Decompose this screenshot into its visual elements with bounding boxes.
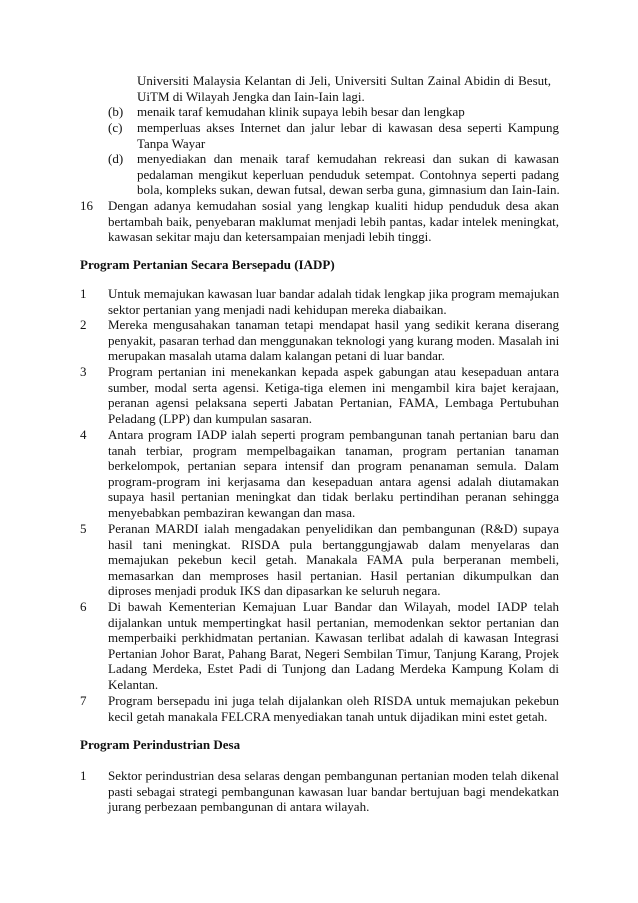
item-number: 5 bbox=[80, 521, 87, 536]
paragraph-line: menyebabkan pembaziran kewangan dan masa. bbox=[108, 504, 356, 520]
sub-item-text bbox=[137, 120, 559, 151]
paragraph-line: merupakan masalah utama dalam kalangan petani di luar bandar. bbox=[108, 348, 445, 364]
item-number: 1 bbox=[80, 286, 87, 301]
paragraph-line: Untuk memajukan kawasan luar bandar adalah tidak lengkap jika program memajukan bbox=[108, 286, 560, 301]
item-text bbox=[108, 198, 559, 245]
paragraph-line: memperbaiki perkhidmatan pertanian. Kawasan terlibat adalah di kawasan Integrasi bbox=[108, 630, 559, 646]
section-heading-industri: Program Perindustrian Desa bbox=[80, 737, 241, 752]
section-heading-iadp: Program Pertanian Secara Bersepadu (IADP) bbox=[80, 257, 335, 272]
item-text bbox=[108, 427, 559, 521]
item-text bbox=[108, 693, 559, 724]
paragraph-line: Pertanian Johor Barat, Pahang Barat, Negeri Sembilan Timur, Tanjung Karang, Projek bbox=[108, 645, 559, 661]
paragraph-line: Ladang Merdeka, Estet Padi di Tunjong dan Ladang Merdeka Kampung Kolam di bbox=[108, 661, 559, 677]
paragraph-line: sumber, modal serta agensi. Ketiga-tiga elemen ini mengambil kira bajet kerajaan, bbox=[108, 379, 559, 395]
paragraph-line: hasil tani meningkat. RISDA pula bertanggungjawab dalam menyelaras dan bbox=[108, 536, 559, 552]
paragraph-line: Peranan MARDI ialah mengadakan penyelidikan dan pembangunan (R&D) supaya bbox=[108, 521, 559, 536]
paragraph-line: penyakit, pasaran terhad dan menggunakan teknologi yang kurang moden. Masalah ini bbox=[108, 332, 560, 348]
item-number: 2 bbox=[80, 317, 87, 332]
item-number: 1 bbox=[80, 768, 87, 783]
item-text bbox=[108, 521, 559, 599]
item-number: 6 bbox=[80, 599, 87, 614]
sub-item-text bbox=[137, 151, 559, 198]
paragraph-line: peranan agensi pelaksana seperti Jabatan Pertanian, FAMA, Lembaga Pertubuhan bbox=[108, 395, 559, 411]
paragraph-line: memasarkan dan memproses hasil pertanian. Hasil pertanian dikumpulkan dan bbox=[108, 567, 559, 583]
item-number: 4 bbox=[80, 427, 87, 442]
paragraph-line: pedalaman mengikut keperluan penduduk setempat. Contohnya seperti padang bbox=[137, 166, 559, 182]
sub-item-marker: (d) bbox=[108, 151, 124, 166]
paragraph-line: supaya hasil pertanian meningkat dan tidak berlaku pertindihan peranan sehingga bbox=[108, 489, 559, 505]
intro-continuation bbox=[137, 73, 551, 104]
paragraph-line: Sektor perindustrian desa selaras dengan pembangunan pertanian moden telah dikenal bbox=[108, 768, 559, 783]
paragraph-line: memajukan pekebun kecil getah. Manakala FAMA pula berperanan membeli, bbox=[108, 552, 559, 568]
item-text bbox=[108, 768, 559, 815]
paragraph-line: diproses menjadi produk IKS dan dipasarkan ke seluruh negara. bbox=[108, 583, 441, 599]
paragraph-line: Program pertanian ini menekankan kepada aspek gabungan atau kesepaduan antara bbox=[108, 364, 559, 379]
paragraph-line: kecil getah manakala FELCRA menyediakan tanah untuk dijadikan mini estet getah. bbox=[108, 708, 548, 724]
item-number: 16 bbox=[80, 198, 93, 213]
paragraph-line: pasti sebagai strategi pembangunan kawasan luar bandar bertujuan bagi mendekatkan bbox=[108, 783, 559, 799]
paragraph-line: kawasan sekitar maju dan ketersampaian menjadi lebih tinggi. bbox=[108, 229, 432, 245]
sub-item-marker: (b) bbox=[108, 104, 124, 119]
paragraph-line: bertambah baik, penyebaran maklumat menjadi lebih pantas, kadar intelek meningkat, bbox=[108, 213, 559, 229]
paragraph-line: program-program ini kerjasama dan kesepaduan antara agensi adalah diutamakan bbox=[108, 473, 559, 489]
paragraph-line: menyediakan dan menaik taraf kemudahan rekreasi dan sukan di kawasan bbox=[137, 151, 559, 166]
paragraph-line: Di bawah Kementerian Kemajuan Luar Bandar dan Wilayah, model IADP telah bbox=[108, 599, 559, 614]
paragraph-line: sektor pertanian yang menjadi nadi kehidupan mereka diabaikan. bbox=[108, 301, 447, 317]
sub-item-text bbox=[137, 104, 551, 120]
paragraph-line: Program bersepadu ini juga telah dijalankan oleh RISDA untuk memajukan pekebun bbox=[108, 693, 559, 708]
item-text bbox=[108, 317, 559, 364]
paragraph-line: menaik taraf kemudahan klinik supaya lebih besar dan lengkap bbox=[137, 104, 465, 119]
paragraph-line: Dengan adanya kemudahan sosial yang lengkap kualiti hidup penduduk desa akan bbox=[108, 198, 559, 213]
item-text bbox=[108, 286, 559, 317]
paragraph-line: Antara program IADP ialah seperti program pembangunan tanah pertanian baru dan bbox=[108, 427, 559, 442]
paragraph-line: Tanpa Wayar bbox=[137, 135, 206, 151]
paragraph-line: Universiti Malaysia Kelantan di Jeli, Universiti Sultan Zainal Abidin di Besut, bbox=[137, 73, 551, 88]
paragraph-line: Peladang (LPP) dan kumpulan sasaran. bbox=[108, 410, 312, 426]
paragraph-line: Kelantan. bbox=[108, 676, 159, 692]
paragraph-line: tanah terbiar, program mempelbagaikan tanaman, program pertanian tanaman bbox=[108, 442, 559, 458]
paragraph-line: Mereka mengusahakan tanaman tetapi mendapat hasil yang sedikit kerana diserang bbox=[108, 317, 559, 332]
paragraph-line: dijalankan untuk mempertingkat hasil pertanian, memodenkan sektor pertanian dan bbox=[108, 614, 559, 630]
item-number: 3 bbox=[80, 364, 87, 379]
item-text bbox=[108, 364, 559, 426]
paragraph-line: berkelompok, pertanian separa intensif dan program penanaman semula. Dalam bbox=[108, 458, 559, 474]
sub-item-marker: (c) bbox=[108, 120, 123, 135]
paragraph-line: memperluas akses Internet dan jalur lebar di kawasan desa seperti Kampung bbox=[137, 120, 559, 135]
paragraph-line: jurang perbezaan pembangunan di antara wilayah. bbox=[108, 799, 370, 815]
paragraph-line: UiTM di Wilayah Jengka dan Iain-Iain lagi. bbox=[137, 88, 365, 104]
paragraph-line: bola, kompleks sukan, dewan futsal, dewan serba guna, gimnasium dan Iain-Iain. bbox=[137, 182, 560, 198]
item-number: 7 bbox=[80, 693, 87, 708]
item-text bbox=[108, 599, 559, 693]
